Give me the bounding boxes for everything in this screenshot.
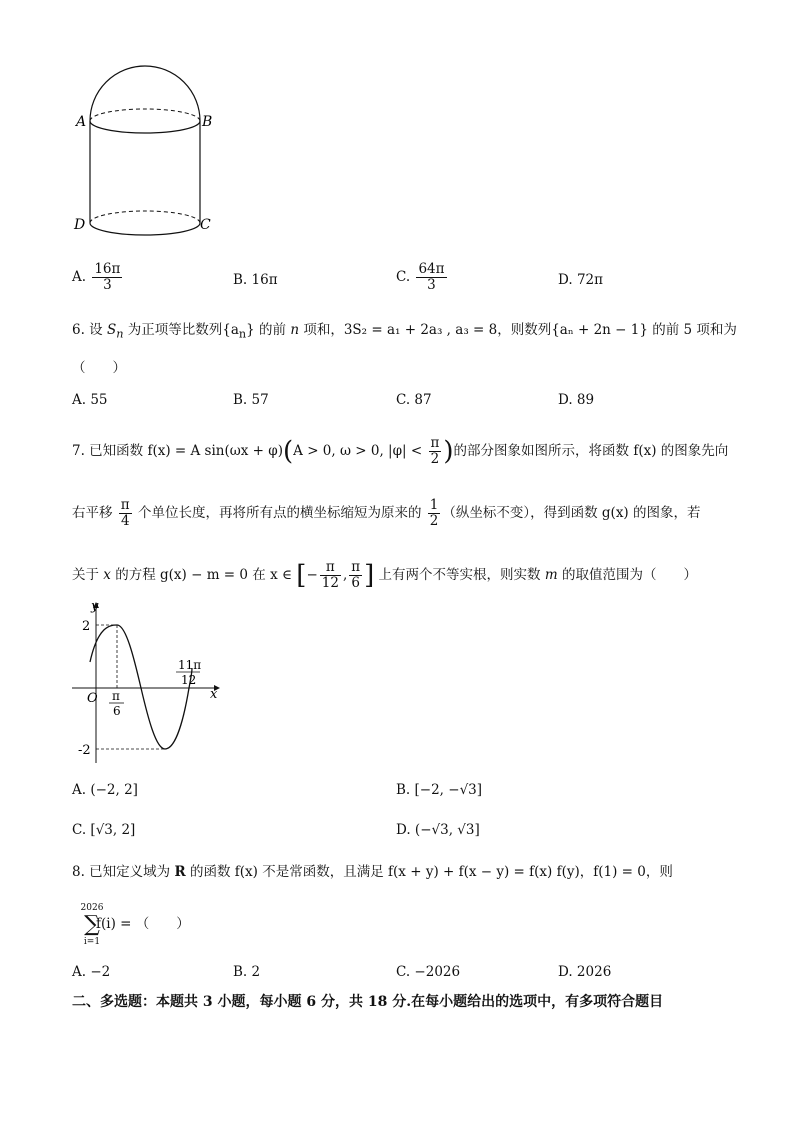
- section-2-heading: 二、多选题：本题共 3 小题，每小题 6 分，共 18 分.在每小题给出的选项中，有多项符合题目: [72, 994, 664, 1010]
- label-A: A: [76, 114, 87, 130]
- label-D: D: [74, 217, 86, 233]
- q8-option-a[interactable]: A. −2: [72, 964, 111, 980]
- label-C: C: [200, 217, 211, 233]
- q5-option-a[interactable]: A. $\frac{16\pi}{3}$: [72, 261, 121, 293]
- q5-option-b[interactable]: B. 16π: [233, 272, 278, 288]
- graph-tick-pi6-den: 6: [113, 704, 121, 718]
- label-B: B: [202, 114, 213, 130]
- graph-y-label: y: [91, 599, 99, 614]
- graph-origin-label: O: [87, 691, 98, 706]
- q7-stem-line3: 关于 x 的方程 g(x) − m = 0 在 x ∈ [− $\frac{\pi}{12}$ , $\frac{\pi}{6}$ ] 上有两个不等实根，则实数 m 的取值范围为（ ）: [72, 559, 697, 591]
- q8-option-c[interactable]: C. −2026: [396, 964, 461, 980]
- q8-summation: 2026 ∑ i=1: [80, 903, 104, 947]
- graph-x-label: x: [210, 687, 218, 702]
- graph-tick-pi6-num: π: [112, 689, 120, 703]
- q6-stem-line1: 6. 设 $S_n$ 为正项等比数列$\{a_n\}$ 的前 n 项和，3S₂ = a₁ + 2a₃ , a₃ = 8，则数列{aₙ + 2n − 1} 的前 5 项和为: [72, 322, 737, 341]
- q5-option-c[interactable]: C. $\frac{64\pi}{3}$: [396, 261, 445, 293]
- graph-tick-11pi12-num: 11π: [178, 658, 202, 672]
- q6-option-a[interactable]: A. 55: [72, 392, 108, 408]
- q7-option-d[interactable]: D. (−√3, √3]: [396, 822, 480, 838]
- q7-sine-graph: [62, 598, 232, 768]
- q7-stem-line1: 7. 已知函数 f(x) = A sin(ωx + φ)(A > 0, ω > 0, |φ| < $\frac{\pi}{2}$ )的部分图象如图所示，将函数 f(x) 的图象先向: [72, 435, 729, 467]
- q8-summation-expr: f(i) = （ ）: [96, 916, 190, 932]
- cylinder-hemisphere-figure: [60, 55, 230, 255]
- q7-stem-line2: 右平移 $\frac{\pi}{4}$ 个单位长度，再将所有点的横坐标缩短为原来的 $\frac{1}{2}$ （纵坐标不变），得到函数 g(x) 的图象，若: [72, 497, 701, 529]
- graph-tick-neg2: -2: [78, 743, 91, 758]
- q8-stem-line1: 8. 已知定义域为 R 的函数 f(x) 不是常函数，且满足 f(x + y) + f(x − y) = f(x) f(y)，f(1) = 0，则: [72, 864, 673, 880]
- q5-option-d[interactable]: D. 72π: [558, 272, 603, 288]
- q6-answer-paren: （ ）: [72, 360, 126, 376]
- q7-option-c[interactable]: C. [√3, 2]: [72, 822, 136, 838]
- q7-option-b[interactable]: B. [−2, −√3]: [396, 782, 483, 798]
- q6-option-c[interactable]: C. 87: [396, 392, 432, 408]
- q7-option-a[interactable]: A. (−2, 2]: [72, 782, 138, 798]
- graph-tick-11pi12-den: 12: [181, 673, 197, 687]
- q8-option-b[interactable]: B. 2: [233, 964, 261, 980]
- q8-option-d[interactable]: D. 2026: [558, 964, 612, 980]
- q6-option-b[interactable]: B. 57: [233, 392, 269, 408]
- graph-tick-2: 2: [82, 619, 91, 634]
- q6-option-d[interactable]: D. 89: [558, 392, 595, 408]
